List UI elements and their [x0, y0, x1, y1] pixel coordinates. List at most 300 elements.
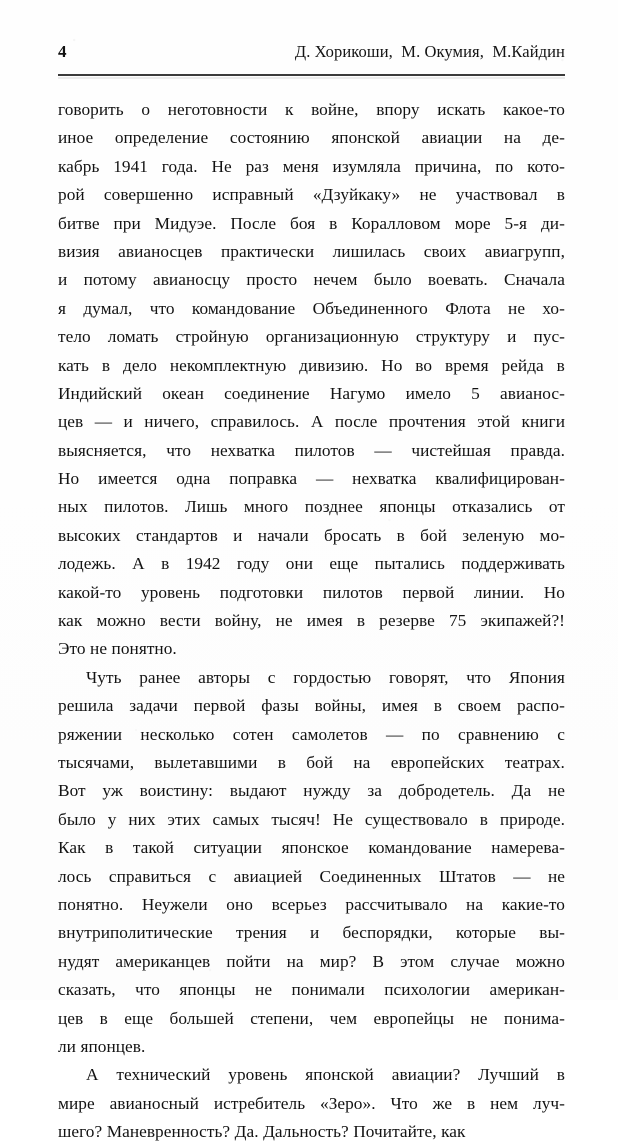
word: не	[508, 298, 526, 318]
word: лодежь.	[58, 554, 116, 574]
word: что	[466, 667, 492, 687]
word: не	[419, 185, 437, 205]
word: командование	[368, 838, 472, 858]
word: высоких	[58, 525, 121, 545]
word: А	[310, 412, 324, 432]
text-line	[58, 919, 565, 947]
word: и	[58, 270, 68, 290]
word: к	[284, 100, 294, 119]
word: еще	[124, 1008, 154, 1028]
word: можно	[515, 951, 565, 971]
text-line	[58, 891, 565, 919]
word: задачи	[129, 696, 178, 716]
word: 5-я	[504, 213, 528, 233]
word: тело	[58, 327, 91, 347]
word: большей	[169, 1008, 234, 1028]
text-line	[58, 408, 565, 436]
word: самых	[212, 809, 260, 829]
word: рой	[58, 185, 85, 205]
word: Объединенного	[312, 298, 428, 318]
text-line	[58, 806, 565, 834]
running-head	[58, 42, 565, 68]
word: океан	[162, 383, 204, 403]
word: не	[90, 639, 108, 659]
word: просто	[246, 270, 298, 290]
word: нехватка	[210, 440, 275, 460]
word: сказать,	[58, 980, 116, 1000]
word: Почитайте,	[353, 1122, 437, 1142]
word: —	[374, 440, 392, 460]
word: понятно.	[111, 639, 177, 659]
word: чистейшая	[411, 440, 491, 460]
word: воистину:	[139, 781, 213, 801]
word: понятно.	[58, 894, 124, 914]
word: понима-	[503, 1008, 565, 1028]
header-rule-shadow	[58, 77, 565, 79]
word: бой	[420, 525, 447, 545]
word: начали	[257, 525, 309, 545]
word: стройную	[175, 327, 249, 347]
text-line	[58, 579, 565, 607]
word: Соединенных	[319, 866, 422, 886]
word: резерве	[379, 611, 435, 631]
word: первой	[402, 582, 455, 602]
word: ряжении	[58, 724, 123, 744]
word: американ-	[489, 980, 565, 1000]
word: справилось.	[210, 412, 300, 432]
word: луч-	[533, 1093, 565, 1113]
text-line	[58, 692, 565, 720]
word: какое-то	[502, 100, 565, 119]
word: японцы	[179, 980, 236, 1000]
word: ли	[58, 1036, 76, 1056]
word: что	[135, 980, 160, 1000]
word: истребитель	[213, 1093, 306, 1113]
word: внутриполитические	[58, 923, 213, 943]
word: было	[373, 270, 412, 290]
word: за	[367, 781, 382, 801]
word: прочтения	[388, 412, 466, 432]
word: ранее	[139, 667, 181, 687]
word: сравнению	[457, 724, 539, 744]
text-line	[58, 295, 565, 323]
word: авиагрупп,	[484, 241, 565, 261]
word: время	[444, 355, 489, 375]
word: этом	[400, 951, 435, 971]
word: кать	[58, 355, 89, 375]
word: о	[141, 100, 151, 119]
word: —	[513, 866, 531, 886]
word: Но	[381, 355, 403, 375]
word: своих	[423, 241, 467, 261]
word: Сначала	[504, 270, 565, 290]
word: авианос-	[500, 383, 565, 403]
word: поддерживать	[461, 554, 565, 574]
word: этой	[477, 412, 511, 432]
word: 1941	[113, 156, 148, 176]
authors-running-head: Д. Хорикоши, М. Окумия, М.Кайдин	[294, 42, 565, 61]
word: японцы	[379, 497, 436, 517]
word: же	[432, 1093, 453, 1113]
word: Да	[511, 781, 532, 801]
word: театрах.	[504, 752, 565, 772]
word: экипажей?!	[480, 611, 565, 631]
word: году	[236, 554, 270, 574]
word: Мидуэе.	[154, 213, 217, 233]
word: года.	[161, 156, 198, 176]
word: вы-	[539, 923, 565, 943]
word: пойти	[226, 951, 271, 971]
word: Коралловом	[351, 213, 441, 233]
word: которые	[455, 923, 517, 943]
word: правда.	[510, 440, 565, 460]
word: квалифицирован-	[435, 469, 565, 489]
text-line	[58, 96, 565, 124]
word: хо-	[542, 298, 565, 318]
word: тысячами,	[58, 752, 135, 772]
word: Что	[390, 1093, 418, 1113]
word: несколько	[140, 724, 215, 744]
text-line	[58, 352, 565, 380]
word: пилотов.	[104, 497, 169, 517]
word: нужду	[303, 781, 351, 801]
word: какие-то	[501, 894, 565, 914]
text-line	[58, 976, 565, 1004]
text-line	[58, 522, 565, 550]
word: «Зеро».	[320, 1093, 376, 1113]
word: в	[396, 525, 405, 545]
word: степени,	[250, 1008, 314, 1028]
word: некомплектную	[169, 355, 287, 375]
word: в	[479, 809, 488, 829]
word: выясняется,	[58, 440, 147, 460]
word: не	[470, 1008, 488, 1028]
word: цев	[58, 1008, 84, 1028]
word: одна	[176, 469, 211, 489]
word: имея	[306, 611, 343, 631]
word: рассчитывало	[345, 894, 448, 914]
word: войны,	[314, 696, 367, 716]
word: шего?	[58, 1122, 103, 1142]
word: пус-	[533, 327, 565, 347]
text-line	[58, 181, 565, 209]
word: дивизию.	[299, 355, 369, 375]
word: они	[285, 554, 314, 574]
word: по	[495, 156, 514, 176]
word: Но	[543, 582, 565, 602]
word: рейда	[501, 355, 544, 375]
word: «Дзуйкаку»	[312, 185, 401, 205]
word: 1942	[185, 554, 221, 574]
text-line	[58, 266, 565, 294]
word: неготовности	[167, 100, 268, 119]
word: кото-	[527, 156, 565, 176]
word: уровень	[140, 582, 201, 602]
word: как	[441, 1122, 466, 1142]
word: них	[128, 809, 156, 829]
word: ных	[58, 497, 88, 517]
word: не	[275, 611, 293, 631]
word: бросать	[323, 525, 382, 545]
text-line	[58, 635, 565, 663]
word: гордостью	[293, 667, 372, 687]
word: Нагумо	[329, 383, 386, 403]
word: в	[101, 355, 111, 375]
word: Не	[332, 809, 353, 829]
word: В	[372, 951, 385, 971]
word: добродетель.	[398, 781, 495, 801]
word: Дальность?	[263, 1122, 349, 1142]
word: Япония	[508, 667, 565, 687]
word: авиацией	[233, 866, 303, 886]
word: я	[58, 298, 66, 318]
word: понимали	[291, 980, 365, 1000]
word: по	[421, 724, 440, 744]
word: природе.	[499, 809, 565, 829]
word: нехватка	[352, 469, 417, 489]
word: с	[557, 724, 565, 744]
word: нудят	[58, 951, 100, 971]
word: уровень	[228, 1065, 288, 1085]
word: много	[243, 497, 289, 517]
word: в	[433, 696, 442, 716]
word: Лучший	[478, 1065, 539, 1085]
word: справиться	[108, 866, 192, 886]
word: авиации?	[391, 1065, 461, 1085]
word: психологии	[384, 980, 471, 1000]
word: причина,	[414, 156, 482, 176]
word: —	[94, 412, 113, 432]
word: Маневренность?	[106, 1122, 231, 1142]
text-line	[58, 834, 565, 862]
word: в	[105, 838, 114, 858]
word: этих	[167, 809, 201, 829]
word: Но	[58, 469, 80, 489]
word: вылетавшими	[154, 752, 258, 772]
paragraph	[58, 96, 565, 664]
word: и	[233, 525, 243, 545]
word: технический	[116, 1065, 211, 1085]
word: с	[267, 667, 276, 687]
paragraph	[58, 1061, 565, 1146]
text-line	[58, 1033, 565, 1061]
word: определение	[114, 128, 209, 148]
word: вести	[159, 611, 201, 631]
word: бой	[306, 752, 334, 772]
text-line	[58, 465, 565, 493]
word: войну,	[214, 611, 262, 631]
word: самолетов	[291, 724, 368, 744]
text-line	[58, 153, 565, 181]
word: искать	[437, 100, 486, 119]
text-line	[58, 550, 565, 578]
word: в	[556, 355, 565, 375]
text-line	[58, 1061, 565, 1089]
word: европейцы	[373, 1008, 455, 1028]
word: было	[58, 809, 96, 829]
body-text-block	[58, 96, 565, 1146]
word: пилотов	[322, 582, 383, 602]
word: 5	[471, 383, 480, 403]
word: авианосцев	[118, 241, 203, 261]
word: После	[230, 213, 277, 233]
word: решила	[58, 696, 114, 716]
word: меня	[282, 156, 319, 176]
word: японцев.	[80, 1036, 146, 1056]
word: пилотов	[294, 440, 355, 460]
word: выдают	[229, 781, 287, 801]
word: авиации	[421, 128, 483, 148]
word: при	[113, 213, 141, 233]
word: трения	[235, 923, 287, 943]
text-line	[58, 210, 565, 238]
text-line	[58, 749, 565, 777]
word: зеленую	[462, 525, 525, 545]
word: дело	[123, 355, 157, 375]
word: де-	[542, 128, 565, 148]
word: подготовки	[219, 582, 304, 602]
word: авторы	[198, 667, 251, 687]
word: Индийский	[58, 383, 143, 403]
word: организационную	[265, 327, 399, 347]
text-line	[58, 863, 565, 891]
text-line	[58, 1118, 565, 1146]
text-line	[58, 124, 565, 152]
word: в	[556, 1065, 565, 1085]
word: на	[466, 894, 484, 914]
word: на	[353, 752, 371, 772]
word: —	[315, 469, 334, 489]
word: цев	[58, 412, 84, 432]
word: войне,	[311, 100, 359, 119]
word: А	[86, 1065, 99, 1085]
word: линии.	[473, 582, 525, 602]
word: Лишь	[185, 497, 228, 517]
word: ди-	[540, 213, 565, 233]
word: ничего,	[144, 412, 200, 432]
word: Флота	[445, 298, 491, 318]
text-line	[58, 493, 565, 521]
word: какой-то	[58, 582, 122, 602]
word: мо-	[539, 525, 565, 545]
word: структуру	[415, 327, 490, 347]
text-line	[58, 777, 565, 805]
word: впору	[376, 100, 420, 119]
word: мир?	[319, 951, 357, 971]
word: американцев	[115, 951, 211, 971]
paragraph	[58, 664, 565, 1061]
word: книги	[521, 412, 565, 432]
page-number: 4	[58, 42, 67, 61]
word: Да.	[234, 1122, 259, 1142]
word: случае	[450, 951, 500, 971]
word: командование	[191, 298, 296, 318]
word: лось	[58, 866, 92, 886]
word: на	[286, 951, 304, 971]
word: японское	[281, 838, 349, 858]
word: не	[255, 980, 273, 1000]
word: и	[309, 923, 320, 943]
word: уж	[102, 781, 123, 801]
word: такой	[132, 838, 174, 858]
text-line	[58, 437, 565, 465]
word: состоянию	[229, 128, 310, 148]
word: битве	[58, 213, 100, 233]
word: беспорядки,	[342, 923, 433, 943]
word: от	[548, 497, 565, 517]
text-line	[58, 380, 565, 408]
word: авианосцу	[153, 270, 231, 290]
word: потому	[83, 270, 137, 290]
word: имело	[405, 383, 451, 403]
word: А	[132, 554, 145, 574]
word: совершенно	[103, 185, 194, 205]
word: стандартов	[136, 525, 218, 545]
word: европейских	[390, 752, 485, 772]
word: ломать	[107, 327, 159, 347]
text-line	[58, 948, 565, 976]
word: в	[467, 1093, 476, 1113]
word: еще	[329, 554, 359, 574]
text-line	[58, 323, 565, 351]
word: изумляла	[332, 156, 401, 176]
word: нем	[490, 1093, 519, 1113]
word: имеется	[98, 469, 158, 489]
header-rule	[58, 74, 565, 76]
word: в	[99, 1008, 108, 1028]
word: японской	[331, 128, 400, 148]
word: не	[547, 866, 565, 886]
word: исправный	[212, 185, 294, 205]
word: воевать.	[427, 270, 488, 290]
word: как	[58, 611, 83, 631]
word: что	[149, 298, 175, 318]
word: в	[356, 611, 366, 631]
word: Вот	[58, 781, 86, 801]
word: раз	[245, 156, 269, 176]
word: кабрь	[58, 156, 100, 176]
word: мире	[58, 1093, 95, 1113]
text-line	[58, 721, 565, 749]
word: не	[547, 781, 565, 801]
word: намерева-	[491, 838, 565, 858]
word: ситуации	[193, 838, 262, 858]
text-line	[58, 238, 565, 266]
word: иное	[58, 128, 94, 148]
text-line	[58, 664, 565, 692]
word: распо-	[517, 696, 565, 716]
word: говорят,	[388, 667, 449, 687]
text-line	[58, 607, 565, 635]
word: —	[386, 724, 404, 744]
word: первой	[193, 696, 246, 716]
word: в	[277, 752, 286, 772]
word: думал,	[83, 298, 133, 318]
word: оно	[226, 894, 253, 914]
word: сотен	[232, 724, 274, 744]
text-line	[58, 1005, 565, 1033]
word: отказались	[452, 497, 533, 517]
word: во	[415, 355, 433, 375]
word: что	[166, 440, 192, 460]
word: Это	[58, 639, 86, 659]
word: в	[556, 185, 565, 205]
word: с	[208, 866, 217, 886]
word: имея	[381, 696, 418, 716]
word: Штатов	[439, 866, 496, 886]
word: авианосный	[109, 1093, 199, 1113]
word: японской	[305, 1065, 374, 1085]
